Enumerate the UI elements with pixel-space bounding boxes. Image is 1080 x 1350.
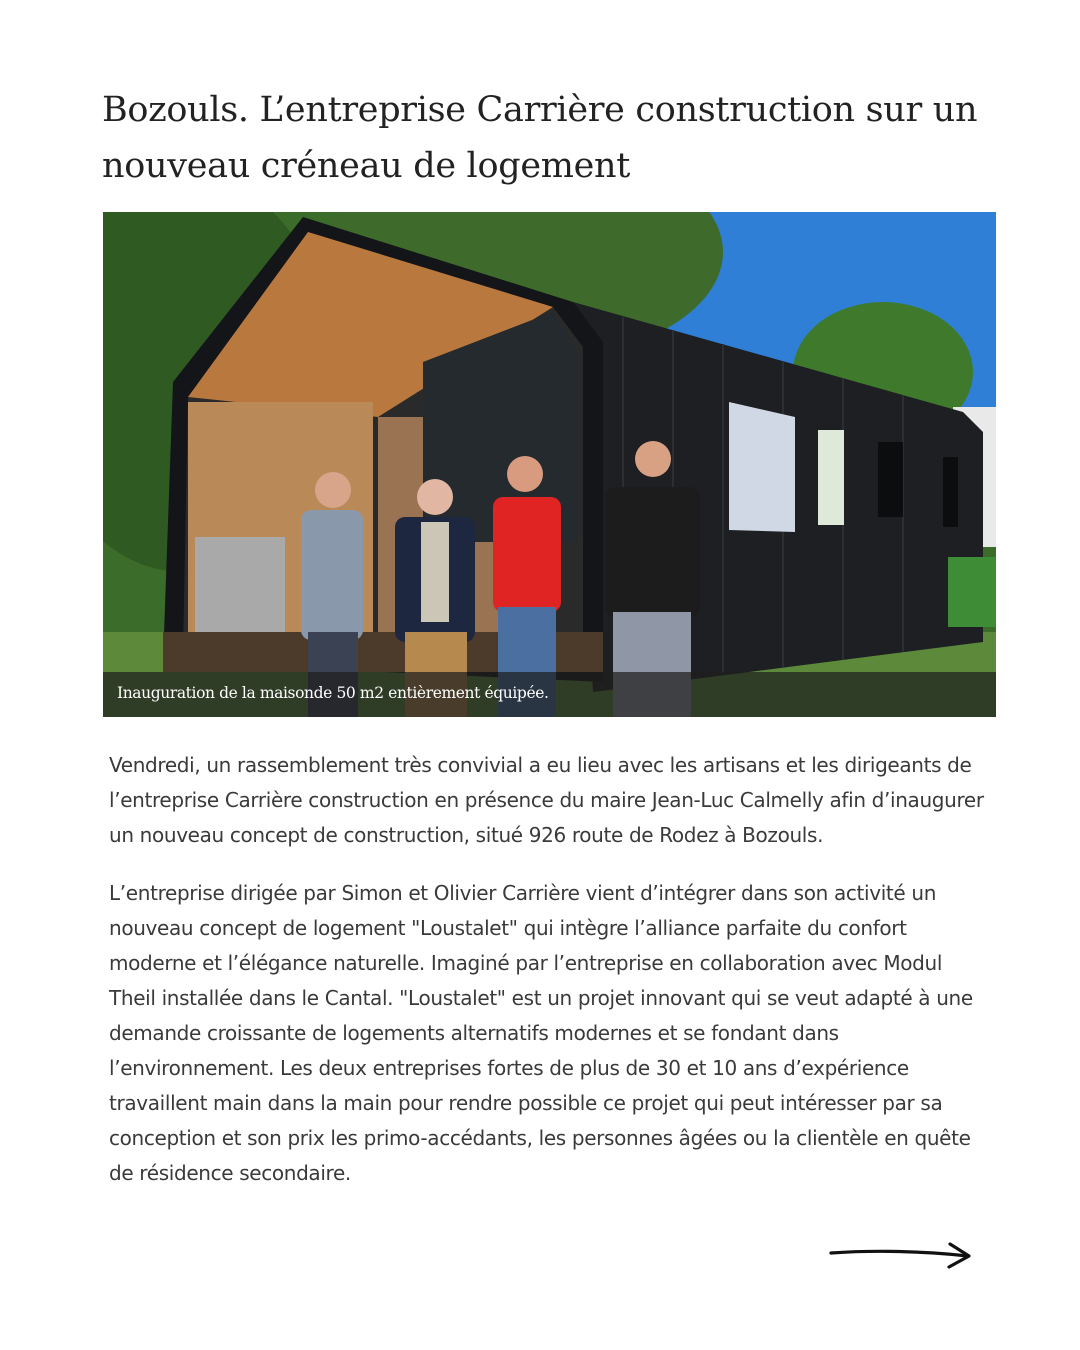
article-paragraph-2: L’entreprise dirigée par Simon et Olivier Carrière vient d’intégrer dans son activité un nouveau concept de logement "Loustalet" qui intègre l’alliance parfaite du confort moderne et l’élégance naturelle. Imaginé par l’entreprise en collaboration avec Modul Theil installée dans le Cantal. "Loustalet" est un projet innovant qui se veut adapté à une demande croissante de logements alternatifs modernes et se fondant dans l’environnement. Les deux entreprises fortes de plus de 30 et 10 ans d’expérience travaillent main dans la main pour rendre possible ce projet qui peut intéresser par sa conception et son prix les primo-accédants, les personnes âgées ou la clientèle en quête de résidence secondaire.	[109, 881, 973, 1185]
arrow-right-icon[interactable]	[828, 1240, 976, 1272]
article-body	[109, 748, 989, 1214]
photo-caption	[103, 672, 996, 717]
article-title: Bozouls. L’entreprise Carrière construction sur un nouveau créneau de logement	[102, 90, 978, 186]
article-photo	[103, 212, 996, 717]
photo-illustration	[103, 212, 996, 717]
article-paragraph-1: Vendredi, un rassemblement très convivial a eu lieu avec les artisans et les dirigeants de l’entreprise Carrière construction en présence du maire Jean-Luc Calmelly afin d’inaugurer un nouveau concept de construction, situé 926 route de Rodez à Bozouls.	[109, 753, 984, 847]
photo-caption-text: Inauguration de la maisonde 50 m2 entièrement équipée.	[117, 684, 549, 702]
